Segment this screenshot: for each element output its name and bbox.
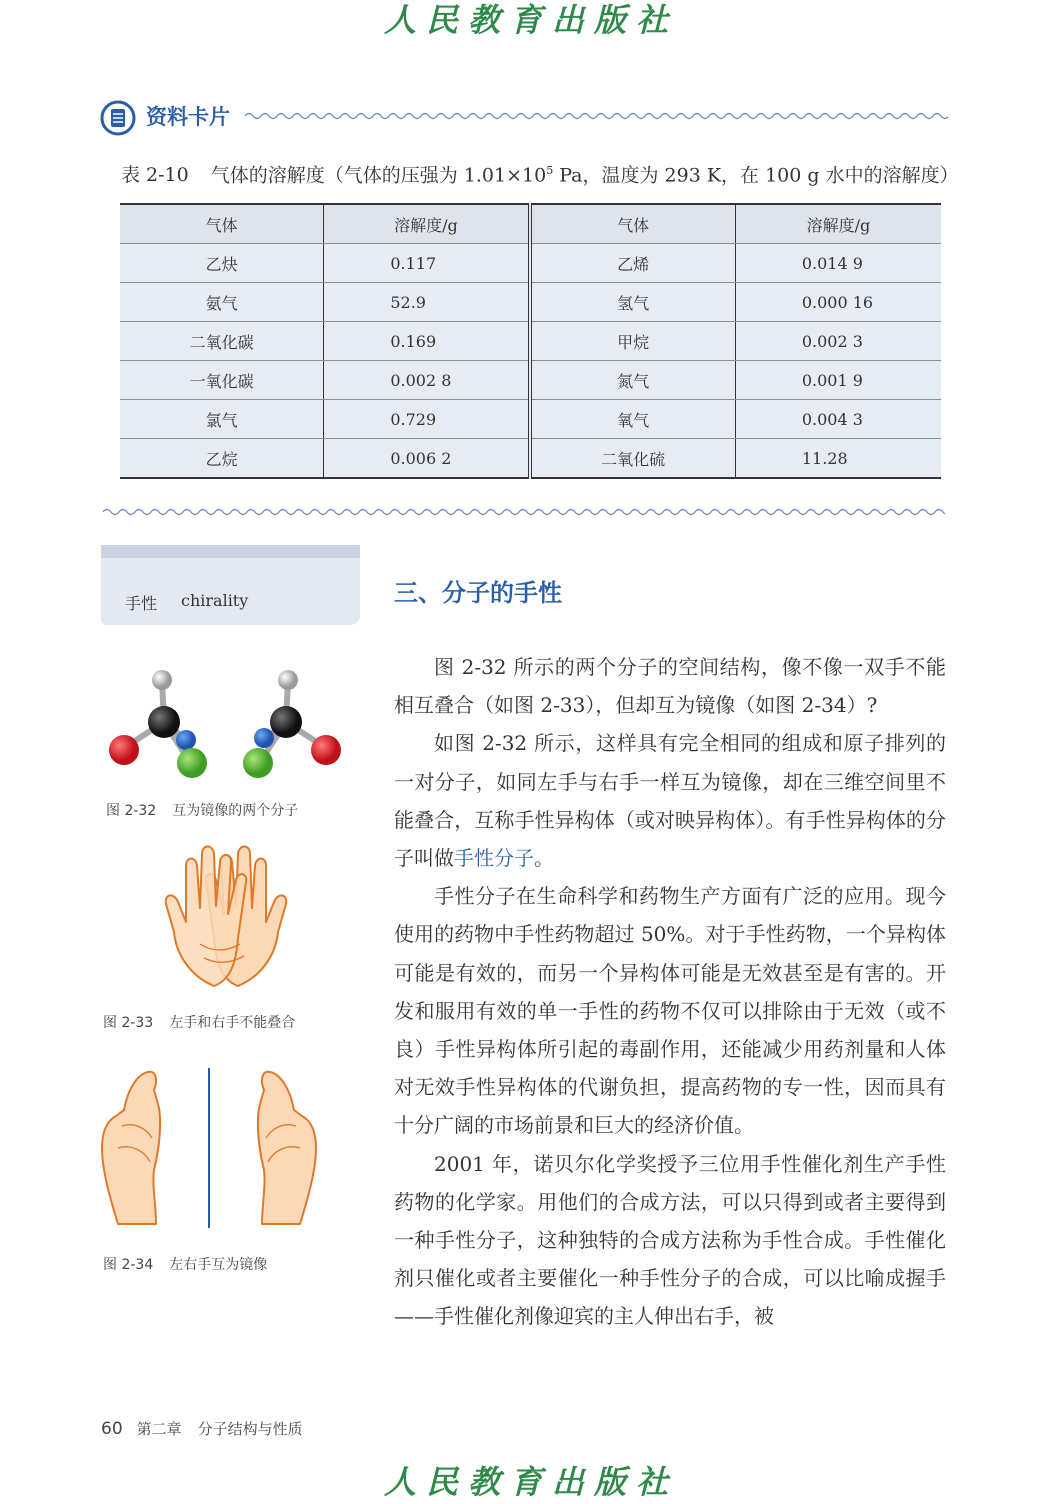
figure-caption-text: 左右手互为镜像 (169, 1257, 268, 1273)
data-card-title: 资料卡片 (146, 105, 230, 129)
table-cell: 0.729 (324, 400, 530, 439)
section-title: 三、分子的手性 (394, 579, 562, 607)
mirror-molecules-figure (104, 666, 348, 786)
table-cell: 二氧化硫 (530, 439, 736, 479)
paragraph-text: 。 (534, 846, 554, 871)
table-cell: 11.28 (735, 439, 941, 479)
data-card-icon (100, 100, 136, 136)
table-cell: 氢气 (530, 283, 736, 322)
glossary-term-en: chirality (181, 591, 249, 610)
table-cell: 乙炔 (120, 244, 324, 283)
table-row (120, 244, 941, 283)
figure-number: 图 2-33 (103, 1015, 154, 1031)
figure-number: 图 2-32 (106, 803, 157, 819)
paragraph: 图 2-32 所示的两个分子的空间结构，像不像一双手不能相互叠合（如图 2-33），但却互为镜像（如图 2-34）? (394, 655, 946, 718)
table-row (120, 322, 941, 361)
table-row (120, 361, 941, 400)
paragraph (394, 724, 946, 877)
table-row (120, 283, 941, 322)
page-number: 60 (101, 1419, 123, 1439)
table-header-row (120, 204, 941, 244)
table-row (120, 400, 941, 439)
table-cell: 0.002 3 (735, 322, 941, 361)
overlapping-hands-figure (160, 840, 292, 990)
figure-number: 图 2-34 (103, 1257, 154, 1273)
table-cell: 0.006 2 (324, 439, 530, 479)
table-cell: 0.169 (324, 322, 530, 361)
molecule-left (109, 670, 207, 778)
table-cell: 氯气 (120, 400, 324, 439)
table-cell: 0.002 8 (324, 361, 530, 400)
table-cell: 0.014 9 (735, 244, 941, 283)
body-text (394, 648, 946, 1336)
table-header: 气体 (120, 204, 324, 244)
key-term: 手性分子 (454, 846, 534, 871)
table-cell: 0.004 3 (735, 400, 941, 439)
paragraph: 手性分子在生命科学和药物生产方面有广泛的应用。现今使用的药物中手性药物超过 50%。对于手性药物，一个异构体可能是有效的，而另一个异构体可能是无效甚至是有害的。开发和服用有效的单一手性的药物不仅可以排除由于无效（或不良）手性异构体所引起的毒副作用，还能减少用药剂量和人体对无效手性异构体的代谢负担，提高药物的专一性，因而具有十分广阔的市场前景和巨大的经济价值。 (394, 884, 946, 1138)
publisher-logo-top: 人民教育出版社 (383, 1, 678, 39)
table-cell: 一氧化碳 (120, 361, 324, 400)
table-header: 溶解度/g (735, 204, 941, 244)
figure-caption-text: 左手和右手不能叠合 (169, 1015, 296, 1031)
mirrored-hands-figure (98, 1066, 320, 1230)
table-cell: 0.001 9 (735, 361, 941, 400)
table-header: 气体 (530, 204, 736, 244)
figure-caption (103, 1012, 295, 1032)
molecule-right (243, 670, 341, 778)
table-cell: 乙烯 (530, 244, 736, 283)
table-cell: 0.117 (324, 244, 530, 283)
table-cell: 氨气 (120, 283, 324, 322)
table-header: 溶解度/g (324, 204, 530, 244)
glossary-term-zh: 手性 (125, 594, 158, 613)
wave-divider-bottom (103, 506, 945, 518)
paragraph-text: 如图 2-32 所示，这样具有完全相同的组成和原子排列的一对分子，如同左手与右手一样互为镜像，却在三维空间里不能叠合，互称手性异构体（或对映异构体）。有手性异构体的分子叫做 (394, 731, 946, 871)
table-cell: 乙烷 (120, 439, 324, 479)
chapter-title: 分子结构与性质 (197, 1420, 303, 1438)
glossary-box (101, 545, 360, 625)
table-row (120, 439, 941, 479)
table-caption-text-end: Pa，温度为 293 K，在 100 g 水中的溶解度） (553, 164, 959, 187)
publisher-logo-bottom: 人民教育出版社 (383, 1463, 678, 1501)
data-card-header (100, 98, 950, 138)
table-cell: 0.000 16 (735, 283, 941, 322)
figure-caption (106, 800, 298, 820)
table-cell: 氧气 (530, 400, 736, 439)
table-cell: 氮气 (530, 361, 736, 400)
figure-caption (103, 1254, 267, 1274)
table-cell: 二氧化碳 (120, 322, 324, 361)
wave-divider-top (245, 110, 948, 122)
page-footer (101, 1418, 303, 1439)
table-caption-text: 气体的溶解度（气体的压强为 1.01×10 (210, 164, 547, 187)
table-caption (121, 156, 959, 190)
gas-solubility-table (120, 203, 941, 479)
paragraph: 2001 年，诺贝尔化学奖授予三位用手性催化剂生产手性药物的化学家。用他们的合成方法，可以只得到或者主要得到一种手性分子，这种独特的合成方法称为手性合成。手性催化剂只催化或者主要催化一种手性分子的合成，可以比喻成握手——手性催化剂像迎宾的主人伸出右手，被 (394, 1151, 946, 1329)
table-cell: 52.9 (324, 283, 530, 322)
table-cell: 甲烷 (530, 322, 736, 361)
table-number: 表 2-10 (121, 164, 189, 187)
chapter-number: 第二章 (136, 1420, 182, 1438)
table-caption-exponent: 5 (546, 164, 554, 177)
figure-caption-text: 互为镜像的两个分子 (172, 803, 299, 819)
